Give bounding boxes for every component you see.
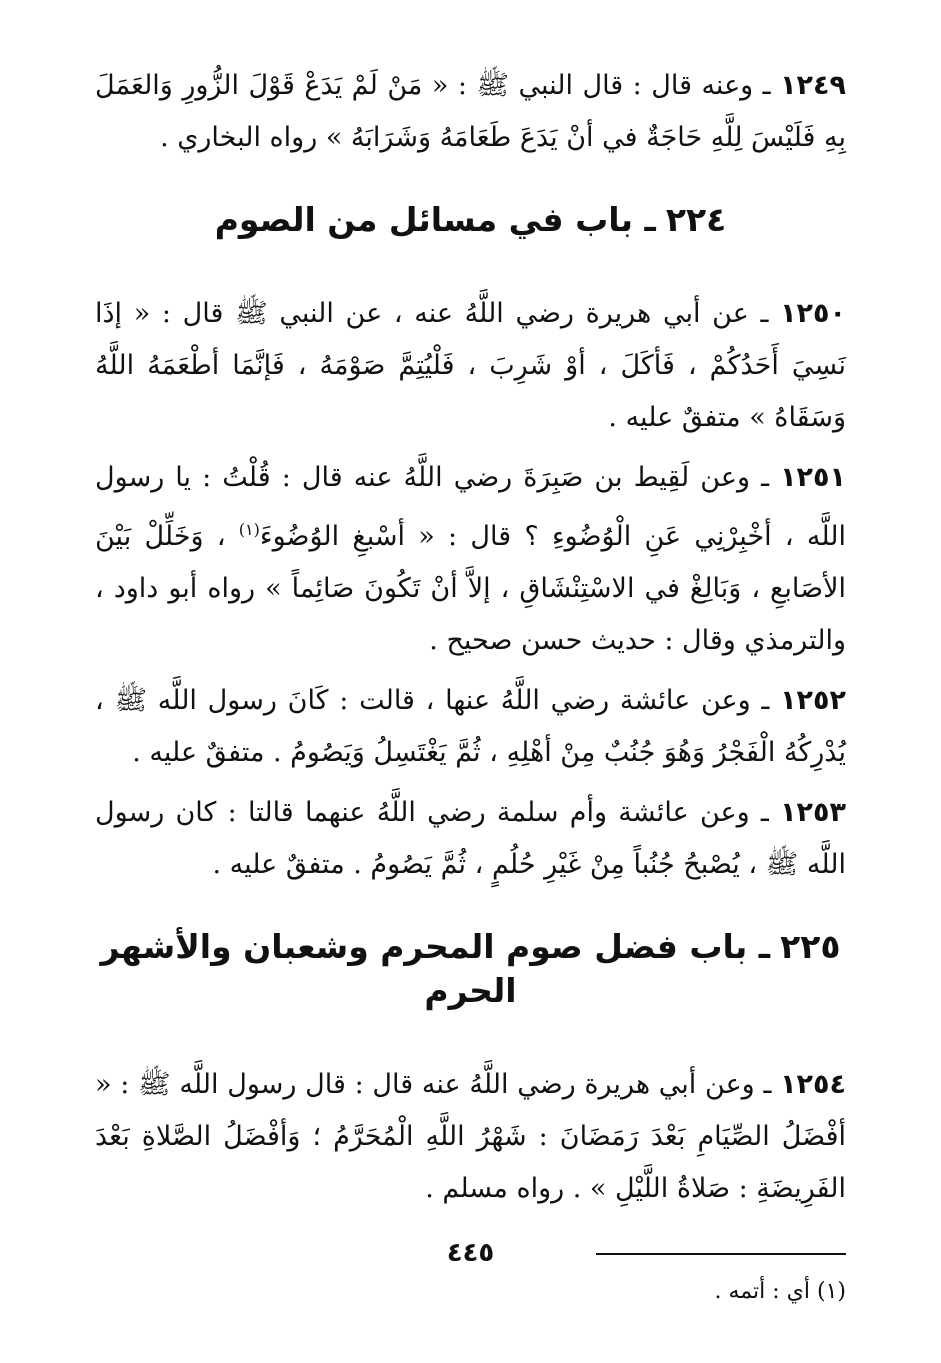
hadith-number: ١٢٥١ <box>780 462 846 493</box>
hadith-1253 <box>95 787 846 891</box>
chapter-heading-225 <box>95 925 846 1013</box>
footnote-ref: (١) <box>816 1279 846 1304</box>
hadith-1251 <box>95 452 846 667</box>
footnote <box>95 1277 846 1307</box>
hadith-1252 <box>95 675 846 779</box>
chapter-heading-224 <box>95 198 846 242</box>
chapter-number: ٢٢٥ <box>780 927 841 966</box>
hadith-number: ١٢٥٠ <box>780 298 846 329</box>
hadith-1249 <box>95 60 846 164</box>
hadith-number: ١٢٤٩ <box>780 70 846 101</box>
hadith-number: ١٢٥٢ <box>780 685 846 716</box>
page-number: ٤٤٥ <box>446 1238 495 1268</box>
hadith-text-continued: ، وَخَلِّلْ بَيْنَ الأصَابعِ ، وَبَالِغْ في الاسْتِنْشَاقِ ، إلاَّ أنْ تَكُونَ صَائِماً » رواه أبو داود ، والترمذي وقال : حديث حسن صحيح . <box>95 521 846 656</box>
hadith-text: ـ وعن عائشة وأم سلمة رضي اللَّهُ عنهما قالتا : كان رسول اللَّه ﷺ ، يُصْبحُ جُنُباً مِنْ غَيْرِ حُلُمٍ ، ثُمَّ يَصُومُ . متفقٌ عليه . <box>95 797 846 880</box>
chapter-title: ـ باب في مسائل من الصوم <box>214 200 656 239</box>
hadith-text: ـ وعن لَقِيط بن صَبِرَةَ رضي اللَّهُ عنه قال : قُلْتُ : يا رسول اللَّه ، أخْبِرْنِي عَنِ الْوُضُوءِ ؟ قال : « أسْبغِ الوُضُوءَ <box>95 462 846 552</box>
hadith-1250 <box>95 288 846 444</box>
hadith-number: ١٢٥٤ <box>780 1069 846 1100</box>
footnote-text: أي : أتمه . <box>714 1279 810 1304</box>
hadith-text: ـ وعن عائشة رضي اللَّهُ عنها ، قالت : كَانَ رسول اللَّه ﷺ ، يُدْرِكُهُ الْفَجْرُ وَهُوَ جُنُبٌ مِنْ أهْلِهِ ، ثُمَّ يَغْتَسِلُ وَيَصُومُ . متفقٌ عليه . <box>95 685 846 768</box>
chapter-title: ـ باب فضل صوم المحرم وشعبان والأشهر الحرم <box>100 927 771 1010</box>
document-page <box>95 60 846 1329</box>
hadith-number: ١٢٥٣ <box>780 797 846 828</box>
footnote-reference[interactable]: (١) <box>238 520 260 539</box>
hadith-text: ـ عن أبي هريرة رضي اللَّهُ عنه ، عن النبي ﷺ قال : « إذَا نَسِيَ أَحَدُكُمْ ، فَأكَلَ ، أوْ شَرِبَ ، فَلْيُتِمَّ صَوْمَهُ ، فَإنَّمَا أطْعَمَهُ اللَّهُ وَسَقَاهُ » متفقٌ عليه . <box>95 298 846 433</box>
hadith-text: ـ وعنه قال : قال النبي ﷺ : « مَنْ لَمْ يَدَعْ قَوْلَ الزُّورِ وَالعَمَلَ بِهِ فَلَيْسَ لِلَّهِ حَاجَةٌ في أنْ يَدَعَ طَعَامَهُ وَشَرَابَهُ » رواه البخاري . <box>95 70 846 153</box>
hadith-text: ـ وعن أبي هريرة رضي اللَّهُ عنه قال : قال رسول اللَّه ﷺ : « أفْضَلُ الصِّيَامِ بَعْدَ رَمَضَانَ : شَهْرُ اللَّهِ الْمُحَرَّمُ ؛ وَأفْضَلُ الصَّلاةِ بَعْدَ الفَرِيضَةِ : صَلاةُ اللَّيْلِ » . رواه مسلم . <box>95 1069 846 1204</box>
hadith-1254 <box>95 1059 846 1215</box>
chapter-number: ٢٢٤ <box>665 200 727 239</box>
